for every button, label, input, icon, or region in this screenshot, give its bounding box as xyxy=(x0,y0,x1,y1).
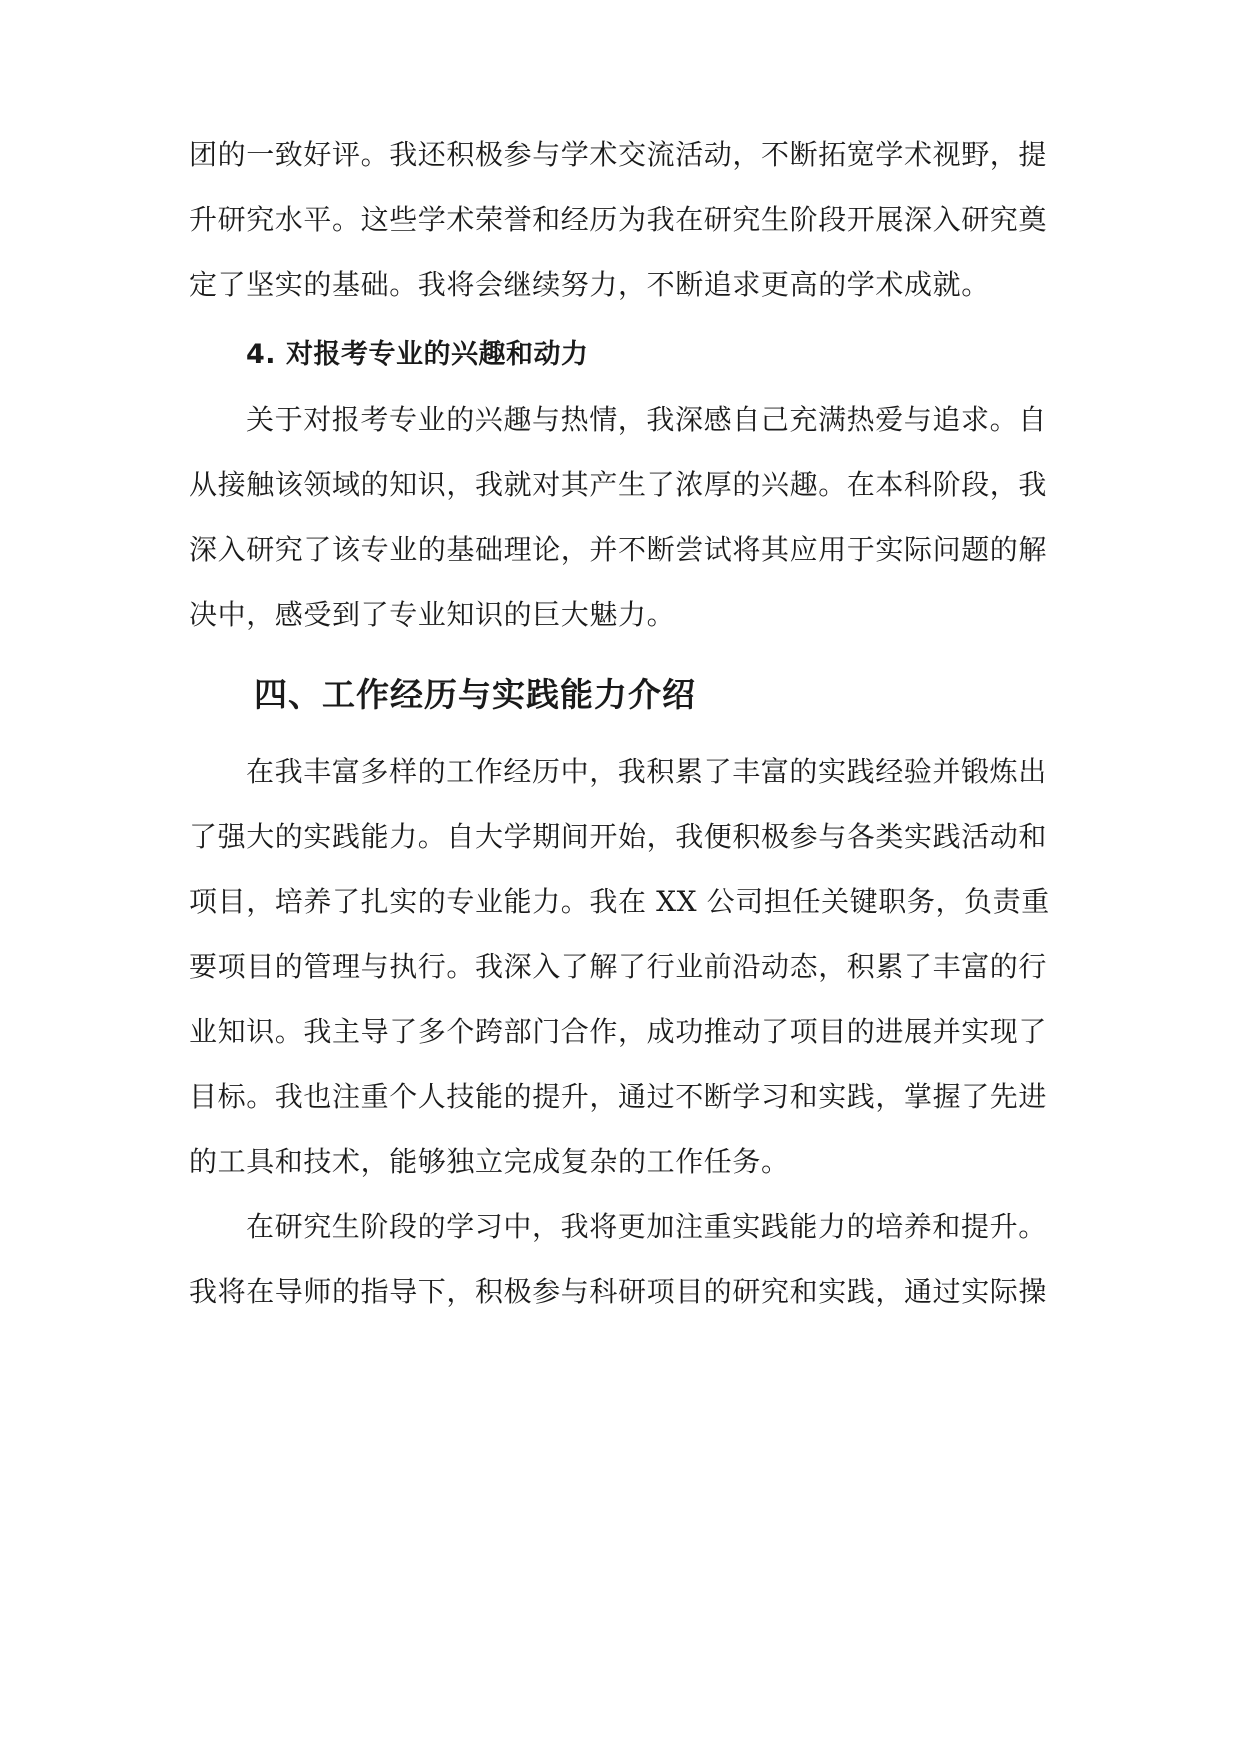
paragraph-line: 定了坚实的基础。我将会继续努力，不断追求更高的学术成就。 xyxy=(189,268,990,301)
paragraph-line: 了强大的实践能力。自大学期间开始，我便积极参与各类实践活动和 xyxy=(189,820,1048,853)
paragraph-line: 我将在导师的指导下，积极参与科研项目的研究和实践，通过实际操 xyxy=(189,1275,1048,1308)
paragraph-line: 升研究水平。这些学术荣誉和经历为我在研究生阶段开展深入研究奠 xyxy=(189,203,1048,236)
subsection-heading: 4. 对报考专业的兴趣和动力 xyxy=(246,339,589,370)
paragraph-line: 要项目的管理与执行。我深入了解了行业前沿动态，积累了丰富的行 xyxy=(189,950,1048,983)
section-heading: 四、工作经历与实践能力介绍 xyxy=(254,675,696,714)
paragraph-line: 从接触该领域的知识，我就对其产生了浓厚的兴趣。在本科阶段，我 xyxy=(189,468,1048,501)
paragraph-line: 在我丰富多样的工作经历中，我积累了丰富的实践经验并锻炼出 xyxy=(246,755,1047,788)
paragraph-line: 项目，培养了扎实的专业能力。我在 XX 公司担任关键职务，负责重 xyxy=(189,885,1050,918)
paragraph-line: 目标。我也注重个人技能的提升，通过不断学习和实践，掌握了先进 xyxy=(189,1080,1048,1113)
paragraph-line: 团的一致好评。我还积极参与学术交流活动，不断拓宽学术视野，提 xyxy=(189,138,1048,171)
paragraph-line: 关于对报考专业的兴趣与热情，我深感自己充满热爱与追求。自 xyxy=(246,403,1047,436)
paragraph-line: 深入研究了该专业的基础理论，并不断尝试将其应用于实际问题的解 xyxy=(189,533,1048,566)
paragraph-line: 的工具和技术，能够独立完成复杂的工作任务。 xyxy=(189,1145,790,1178)
paragraph-line: 业知识。我主导了多个跨部门合作，成功推动了项目的进展并实现了 xyxy=(189,1015,1048,1048)
paragraph-line: 决中，感受到了专业知识的巨大魅力。 xyxy=(189,598,676,631)
paragraph-line: 在研究生阶段的学习中，我将更加注重实践能力的培养和提升。 xyxy=(246,1210,1047,1243)
